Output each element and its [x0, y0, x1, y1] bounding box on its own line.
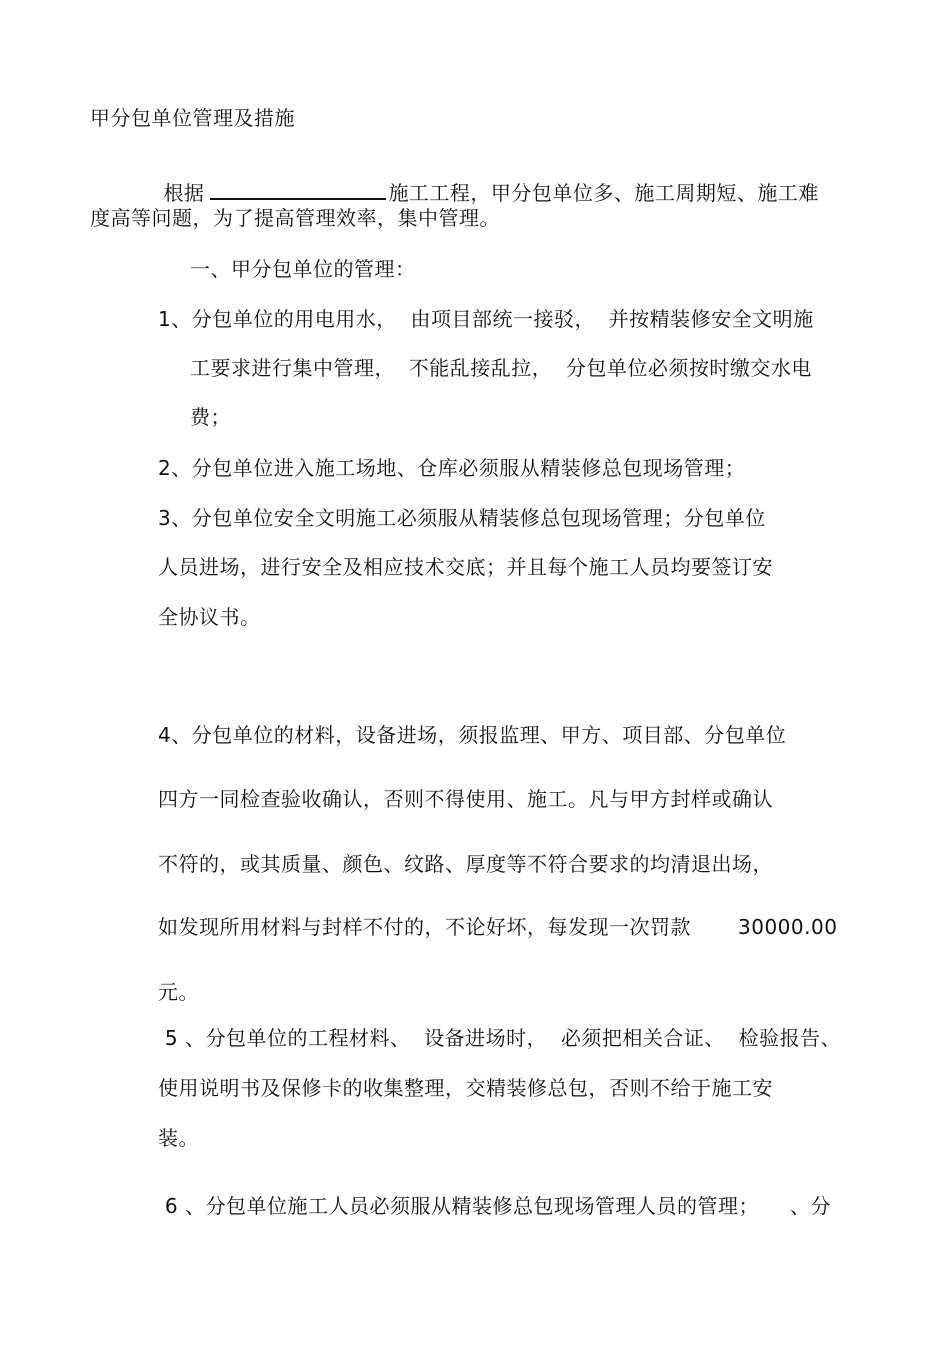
item-4-fine-amount: 30000.00: [738, 915, 838, 939]
project-name-blank: [210, 180, 386, 200]
item-4-line-4: 如发现所用材料与封样不付的，不论好坏，每发现一次罚款: [158, 915, 691, 939]
item-3-line-2: 人员进场，进行安全及相应技术交底；并且每个施工人员均要签订安: [158, 555, 773, 579]
intro-suffix: 施工工程，甲分包单位多、施工周期短、施工难: [388, 181, 819, 205]
item-4-line-1: 4、分包单位的材料，设备进场，须报监理、甲方、项目部、分包单位: [158, 723, 787, 747]
item-2-line-1: 2、分包单位进入施工场地、仓库必须服从精装修总包现场管理；: [158, 456, 746, 480]
item-5-line-1: 5 、分包单位的工程材料、 设备进场时， 必须把相关合证、 检验报告、: [158, 1026, 842, 1050]
item-1-line-1: 1、分包单位的用电用水， 由项目部统一接驳， 并按精装修安全文明施: [158, 307, 814, 331]
item-4-line-2: 四方一同检查验收确认，否则不得使用、施工。凡与甲方封样或确认: [158, 787, 773, 811]
section-heading: 一、甲分包单位的管理：: [190, 257, 416, 281]
item-4-line-5: 元。: [158, 980, 199, 1004]
item-1-line-3: 费；: [190, 405, 231, 429]
item-3-line-1: 3、分包单位安全文明施工必须服从精装修总包现场管理；分包单位: [158, 506, 766, 530]
intro-prefix: 根据: [163, 181, 205, 205]
item-5-line-2: 使用说明书及保修卡的收集整理，交精装修总包，否则不给于施工安: [158, 1076, 773, 1100]
item-3-line-3: 全协议书。: [158, 605, 261, 629]
item-1-line-2: 工要求进行集中管理， 不能乱接乱拉， 分包单位必须按时缴交水电: [190, 356, 812, 380]
item-6-line-1: 6 、分包单位施工人员必须服从精装修总包现场管理人员的管理；: [158, 1194, 759, 1218]
item-6-continuation: 、分: [790, 1194, 831, 1218]
document-title: 甲分包单位管理及措施: [90, 106, 295, 130]
item-4-line-3: 不符的，或其质量、颜色、纹路、厚度等不符合要求的均清退出场，: [158, 852, 773, 876]
intro-line-2: 度高等问题，为了提高管理效率，集中管理。: [90, 206, 500, 230]
item-5-line-3: 装。: [158, 1126, 199, 1150]
